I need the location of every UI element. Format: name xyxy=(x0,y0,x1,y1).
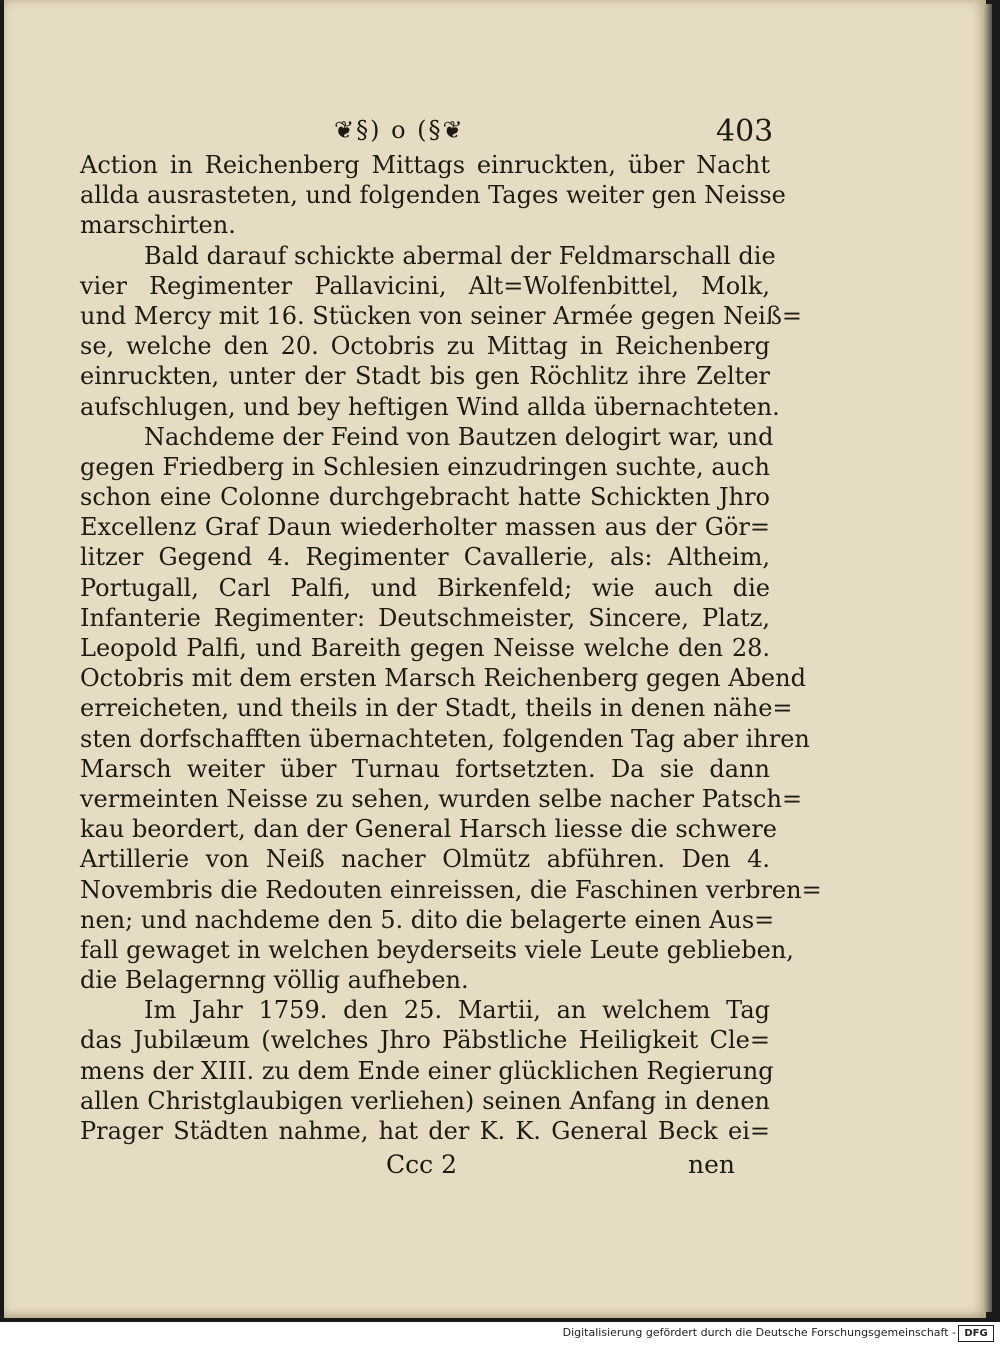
catchword: nen xyxy=(688,1150,735,1179)
text-line: allen Christglaubigen verliehen) seinen Anfang in denen xyxy=(80,1086,770,1115)
funding-credit: Digitalisierung gefördert durch die Deutsche Forschungsgemeinschaft - xyxy=(562,1326,956,1339)
signature-mark: Ccc 2 xyxy=(386,1150,457,1179)
body-text xyxy=(80,150,822,1146)
text-line: nen; und nachdeme den 5. dito die belagerte einen Aus= xyxy=(80,905,775,934)
text-line: schon eine Colonne durchgebracht hatte Schickten Jhro xyxy=(80,483,770,512)
text-line: Action in Reichenberg Mittags einruckten, über Nacht xyxy=(80,151,770,179)
page-header xyxy=(4,112,986,152)
page-edge xyxy=(984,4,992,1312)
text-line: Infanterie Regimenter: Deutschmeister, Sincere, Platz, xyxy=(80,603,770,632)
header-ornament: ❦§) o (§❦ xyxy=(334,116,465,144)
text-line: Portugall, Carl Palfi, und Birkenfeld; wie auch die xyxy=(80,573,770,602)
text-line: vier Regimenter Pallavicini, Alt=Wolfenbittel, Molk, xyxy=(80,271,770,300)
text-line: aufschlugen, und bey heftigen Wind allda übernachteten. xyxy=(80,392,780,421)
text-line: litzer Gegend 4. Regimenter Cavallerie, als: Altheim, xyxy=(80,543,770,572)
text-line: Im Jahr 1759. den 25. Martii, an welchem Tag xyxy=(144,996,770,1025)
text-line: mens der XIII. zu dem Ende einer glücklichen Regierung xyxy=(80,1056,774,1085)
text-line: Prager Städten nahme, hat der K. K. General Beck ei= xyxy=(80,1117,770,1145)
text-line: Marsch weiter über Turnau fortsetzten. Da sie dann xyxy=(80,754,770,783)
text-line: Octobris mit dem ersten Marsch Reichenberg gegen Abend xyxy=(80,664,806,693)
text-line: marschirten. xyxy=(80,211,236,240)
text-line: vermeinten Neisse zu sehen, wurden selbe nacher Patsch= xyxy=(80,784,803,813)
credit-bar xyxy=(0,1322,1000,1345)
text-line: und Mercy mit 16. Stücken von seiner Armée gegen Neiß= xyxy=(80,301,802,330)
text-line: kau beordert, dan der General Harsch liesse die schwere xyxy=(80,815,777,844)
text-line: fall gewaget in welchen beyderseits viele Leute geblieben, xyxy=(80,935,794,964)
text-line: das Jubilæum (welches Jhro Päbstliche Heiligkeit Cle= xyxy=(80,1026,770,1055)
text-line: Novembris die Redouten einreissen, die Faschinen verbren= xyxy=(80,875,822,904)
page-number: 403 xyxy=(716,114,774,149)
text-line: gegen Friedberg in Schlesien einzudringen suchte, auch xyxy=(80,452,770,481)
dfg-logo-icon[interactable]: DFG xyxy=(958,1325,994,1342)
text-line: Artillerie von Neiß nacher Olmütz abführen. Den 4. xyxy=(80,845,770,874)
text-line: Excellenz Graf Daun wiederholter massen aus der Gör= xyxy=(80,513,770,542)
text-line: se, welche den 20. Octobris zu Mittag in Reichenberg xyxy=(80,332,770,361)
text-line: Nachdeme der Feind von Bautzen delogirt war, und xyxy=(144,422,774,451)
text-line: Leopold Palfi, und Bareith gegen Neisse welche den 28. xyxy=(80,634,770,662)
text-line: Bald darauf schickte abermal der Feldmarschall die xyxy=(144,241,776,270)
text-line: einruckten, unter der Stadt bis gen Röchlitz ihre Zelter xyxy=(80,362,770,391)
text-line: sten dorfschafften übernachteten, folgenden Tag aber ihren xyxy=(80,724,810,753)
text-line: erreicheten, und theils in der Stadt, theils in denen nähe= xyxy=(80,694,793,723)
page-footer xyxy=(4,1150,986,1190)
text-line: die Belagernng völlig aufheben. xyxy=(80,966,469,995)
text-line: allda ausrasteten, und folgenden Tages weiter gen Neisse xyxy=(80,181,786,210)
book-page xyxy=(4,0,986,1318)
